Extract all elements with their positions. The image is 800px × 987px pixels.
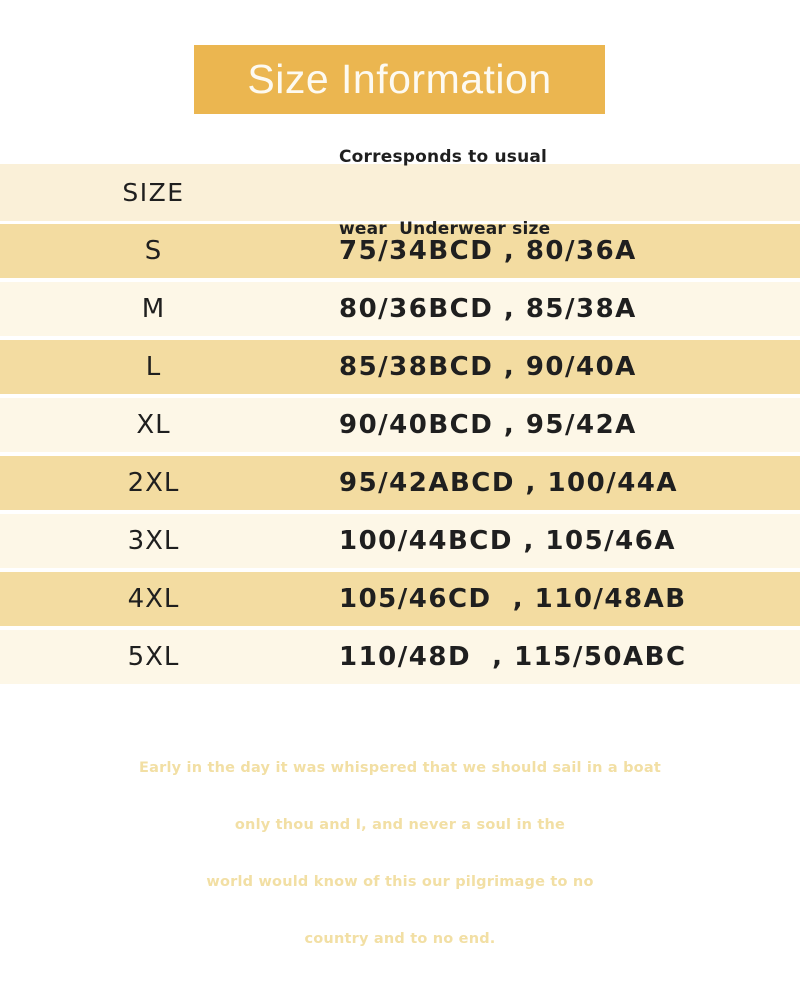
table-row-5xl: [0, 630, 800, 684]
value-cell: 90/40BCD , 95/42A: [339, 410, 637, 440]
footer-poem: [0, 721, 800, 987]
table-row-2xl: [0, 456, 800, 510]
size-cell: 3XL: [127, 526, 180, 556]
value-cell: 110/48D , 115/50ABC: [339, 642, 687, 672]
value-cell: 105/46CD , 110/48AB: [339, 584, 687, 614]
value-cell: 95/42ABCD , 100/44A: [339, 468, 679, 498]
poem-line-4: country and to no end.: [304, 931, 496, 947]
table-row-4xl: [0, 572, 800, 626]
poem-line-3: world would know of this our pilgrimage to no: [206, 874, 594, 890]
table-header-row: [0, 146, 800, 239]
value-cell: 80/36BCD , 85/38A: [339, 294, 637, 324]
size-cell: 2XL: [127, 468, 180, 498]
size-cell: M: [141, 294, 166, 324]
value-cell: 100/44BCD , 105/46A: [339, 526, 676, 556]
underwear-column-header: [307, 146, 800, 239]
header-desc-line-2: wear Underwear size: [339, 218, 551, 239]
size-cell: 5XL: [127, 642, 180, 672]
value-cell: 75/34BCD , 80/36A: [339, 236, 637, 266]
page-title: Size Information: [247, 56, 552, 102]
value-cell: 85/38BCD , 90/40A: [339, 352, 637, 382]
poem-line-2: only thou and I, and never a soul in the: [234, 817, 566, 833]
table-row-s: [0, 224, 800, 278]
table-row-m: [0, 282, 800, 336]
size-cell: S: [144, 236, 163, 266]
header-desc-line-1: Corresponds to usual: [339, 146, 548, 167]
table-row-xl: [0, 398, 800, 452]
table-row-l: [0, 340, 800, 394]
size-cell: XL: [136, 410, 171, 440]
size-column-header: SIZE: [122, 178, 185, 207]
size-cell: 4XL: [127, 584, 180, 614]
size-table: [0, 146, 800, 684]
table-row-3xl: [0, 514, 800, 568]
poem-line-1: Early in the day it was whispered that we should sail in a boat: [139, 760, 661, 776]
size-cell: L: [145, 352, 162, 382]
